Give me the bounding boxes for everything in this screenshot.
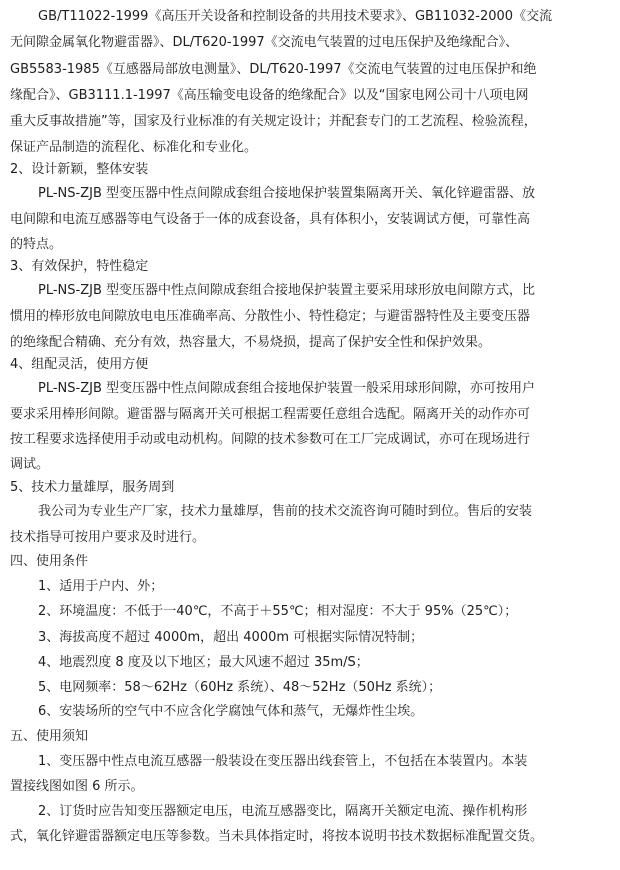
text-line-14: 的绝缘配合精确、充分有效，热容量大，不易烧损，提高了保护安全性和保护效果。	[10, 335, 492, 350]
notice-item-1: 1、变压器中性点电流互感器一般装设在变压器出线套管上，不包括在本装置内。本装	[38, 754, 528, 769]
text-line-21: 我公司为专业生产厂家，技术力量雄厚，售前的技术交流咨询可随时到位。售后的安装	[38, 504, 533, 519]
condition-item-6: 6、安装场所的空气中不应含化学腐蚀气体和蒸气，无爆炸性尘埃。	[38, 704, 424, 719]
notice-item-1-cont: 置接线图如图 6 所示。	[10, 779, 144, 794]
section-heading-2: 2、设计新颖，整体安装	[10, 162, 149, 177]
chapter-heading-5: 五、使用须知	[10, 729, 89, 744]
condition-item-5: 5、电网频率：58～62Hz（60Hz 系统）、48～52Hz（50Hz 系统）；	[38, 680, 442, 695]
section-heading-4: 4、组配灵活，使用方便	[10, 357, 149, 372]
text-line-18: 按工程要求选择使用手动或电动机构。间隙的技术参数可在工厂完成调试，亦可在现场进行	[10, 432, 531, 447]
section-heading-5: 5、技术力量雄厚，服务周到	[10, 480, 175, 495]
text-line-10: 的特点。	[10, 237, 63, 252]
text-line-1: GB/T11022-1999《高压开关设备和控制设备的共用技术要求》、GB11032-2000《交流	[38, 9, 553, 24]
notice-item-2: 2、订货时应告知变压器额定电压，电流互感器变比，隔离开关额定电流、操作机构形	[38, 804, 528, 819]
text-line-4: 缘配合》、GB3111.1-1997《高压输变电设备的绝缘配合》以及“国家电网公司十八项电网	[10, 88, 529, 103]
text-line-19: 调试。	[10, 457, 50, 472]
text-line-12: PL-NS-ZJB 型变压器中性点间隙成套组合接地保护装置主要采用球形放电间隙方式，比	[38, 283, 536, 298]
text-line-16: PL-NS-ZJB 型变压器中性点间隙成套组合接地保护装置一般采用球形间隙，亦可按用户	[38, 381, 536, 396]
section-heading-3: 3、有效保护，特性稳定	[10, 259, 149, 274]
text-line-17: 要求采用棒形间隙。避雷器与隔离开关可根据工程需要任意组合选配。隔离开关的动作亦可	[10, 407, 531, 422]
condition-item-2: 2、环境温度：不低于一40℃，不高于＋55℃；相对湿度：不大于 95%（25℃）；	[38, 604, 518, 619]
notice-item-2-cont: 式，氧化锌避雷器额定电压等参数。当未具体指定时，将按本说明书技术数据标准配置交货。	[10, 829, 544, 844]
text-line-3: GB5583-1985《互感器局部放电测量》、DL/T620-1997《交流电气装置的过电压保护和绝	[10, 62, 537, 77]
condition-item-1: 1、适用于户内、外；	[38, 579, 164, 594]
text-line-6: 保证产品制造的流程化、标准化和专业化。	[10, 140, 258, 155]
condition-item-3: 3、海拔高度不超过 4000m，超出 4000m 可根据实际情况特制；	[38, 630, 424, 645]
text-line-22: 技术指导可按用户要求及时进行。	[10, 530, 206, 545]
text-line-9: 电间隙和电流互感器等电气设备于一体的成套设备，具有体积小，安装调试方便，可靠性高	[10, 212, 531, 227]
text-line-8: PL-NS-ZJB 型变压器中性点间隙成套组合接地保护装置集隔离开关、氧化锌避雷器、放	[38, 186, 536, 201]
chapter-heading-4: 四、使用条件	[10, 554, 89, 569]
text-line-13: 惯用的棒形放电间隙放电电压准确率高、分散性小、特性稳定；与避雷器特性及主要变压器	[10, 309, 531, 324]
text-line-5: 重大反事故措施”等，国家及行业标准的有关规定设计；并配套专门的工艺流程、检验流程，	[10, 114, 537, 129]
text-line-2: 无间隙金属氧化物避雷器》、DL/T620-1997《交流电气装置的过电压保护及绝缘配合》、	[10, 35, 519, 50]
condition-item-4: 4、地震烈度 8 度及以下地区；最大风速不超过 35m/S；	[38, 655, 369, 670]
